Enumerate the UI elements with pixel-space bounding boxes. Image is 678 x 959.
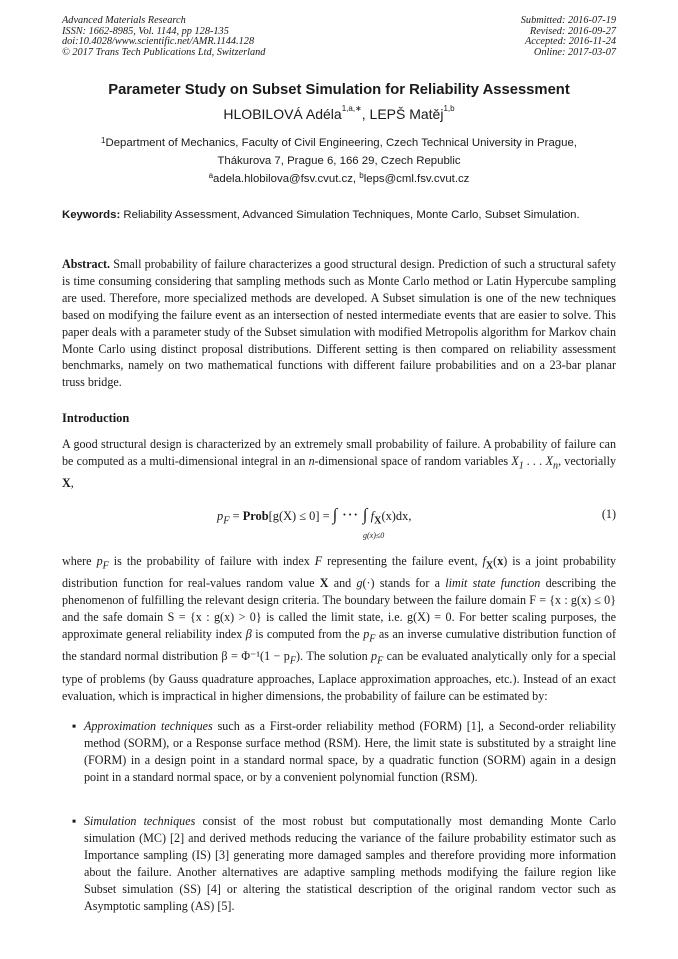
def-text: is the probability of failure with index [108, 554, 315, 568]
def-text: and [328, 576, 357, 591]
failure-domain: F = {x : g(x) ≤ 0} [529, 593, 616, 608]
abstract-label: Abstract. [62, 257, 111, 271]
bullet-text: consist of the most robust but computationally most demanding Monte Carlo simulation (MC) [2] and derived methods reducing the variance of the failure probability estimator such as Importance sampling (IS) [3] generating more damaged samples and therefore providing more information about the failure. Another alternatives are adaptive sampling methods modifying the failure region like Subset simulation (SS) [4] or altering the statistical description of the original random vector such as Asymptotic sampling (AS) [5]. [84, 814, 617, 913]
paper-title: Parameter Study on Subset Simulation for Reliability Assessment [108, 82, 570, 98]
intro-text-4: , [70, 476, 74, 491]
affiliation-line-1: Department of Mechanics, Faculty of Civil Engineering, Czech Technical University in Prague, [105, 137, 577, 149]
journal-name: Advanced Materials Research [62, 15, 186, 26]
email-b-marker: b [359, 171, 364, 180]
def-text: ). The solution [295, 649, 372, 664]
intro-paragraph [62, 436, 616, 492]
eq-p: p [217, 509, 224, 523]
intro-text-2: -dimensional space of random variables [314, 453, 512, 468]
section-heading: Introduction [62, 411, 130, 425]
math-n: n [308, 453, 315, 468]
math-X: X [511, 453, 519, 468]
eq-tail: (x)dx, [381, 509, 412, 523]
keywords [62, 207, 616, 223]
def-text: stands for a [374, 576, 446, 591]
eq-p-sub: F [223, 515, 230, 527]
bullet-heading: Simulation techniques [84, 814, 196, 828]
email-a[interactable]: adela.hlobilova@fsv.cvut.cz, [213, 173, 360, 185]
affiliation-marker: 1 [101, 136, 106, 145]
author-separator: , [361, 106, 370, 122]
submitted-date: Submitted: 2016-07-19 [520, 15, 616, 26]
revised-date: Revised: 2016-09-27 [529, 25, 616, 37]
author-2-affiliation: 1,b [443, 104, 455, 113]
abstract-text: Small probability of failure characterizes a good structural design. Prediction of such a structural safety is time consuming considering that sampling methods such as Monte Carlo method or Latin Hypercube sampling are used. Therefore, more specialized methods are developed. A Subset simulation is one of the new techniques based on modifying the failure event as an intersection of nested intermediate events that are easier to solve. This paper deals with a parameter study of the Subset simulation with modified Metropolis algorithm for Markov chain Monte Carlo using distinct proposal distributions. Different setting is then compared on reliability assessment benchmarks, namely on two mathematical functions with different failure probabilities and on a 23-bar planar truss bridge. [62, 257, 616, 390]
limit-state-function-term: limit state function [445, 576, 541, 591]
def-text: and the safe domain [62, 610, 168, 625]
math-vector-X: X [62, 476, 71, 491]
bullet-icon: ▪ [72, 814, 77, 828]
list-item [72, 718, 617, 786]
eq-integral: ∫ ··· ∫ [332, 505, 368, 524]
bullet-icon: ▪ [72, 719, 77, 733]
def-text: where [62, 554, 97, 568]
math-variables: $X_1$ . . . $X_n$ [511, 453, 559, 472]
beta-definition: β = Φ⁻¹(1 − p [221, 649, 290, 664]
doi[interactable]: doi:10.4028/www.scientific.net/AMR.1144.128 [62, 36, 255, 48]
authors [0, 106, 678, 122]
intro-text-3: , vectorially [558, 453, 616, 468]
safe-domain: S = {x : g(x) > 0} [167, 610, 262, 625]
eq-prob: Prob [242, 509, 269, 523]
keywords-text: Reliability Assessment, Advanced Simulation Techniques, Monte Carlo, Subset Simulation. [120, 209, 580, 221]
equation-number: (1) [601, 507, 616, 521]
affiliation [62, 134, 616, 170]
affiliation-line-2: Thákurova 7, Prague 6, 166 29, Czech Republic [217, 155, 461, 167]
eq-bracket: [g(X) ≤ 0] = [268, 509, 333, 523]
intro-text-1: A good structural design is characterized by an extremely small probability of failure. A probability of failure can be computed as a multi-dimensional integral in an [62, 437, 616, 468]
def-text: is called the limit state, i.e. [261, 610, 408, 625]
bullet-heading: Approximation techniques [84, 719, 213, 733]
eq-equals: = [229, 509, 243, 523]
def-text: is computed from the [251, 627, 364, 642]
journal-header [62, 16, 265, 58]
email-b[interactable]: leps@cml.fsv.cvut.cz [363, 173, 470, 185]
limit-state: g(X) = 0 [407, 610, 452, 625]
eq-f: f [367, 509, 375, 523]
definitions-paragraph: where $p_F$ is the probability of failure with index F representing the failure event, $f_X(x)$ is a joint probability distribution function for real-values random value X and g(·) stands for a limit state function describing the phenomenon of fulfilling the relevant design criteria. The boundary between the failure domain F = {x : g(x) ≤ 0} and the safe domain S = {x : g(x) > 0} is called the limit state, i.e. g(X) = 0. For better scaling purposes, the approximate general reliability index β is computed from the $p_F$ as an inverse cumulative distribution function of the standard normal distribution $\beta = \Phi^{-1}(1 - p_F)$. The solution $p_F$ can be evaluated analytically only for a special type of problems (by Gauss quadrature approaches, Laplace approximation approaches, etc.). Instead of an exact evaluation, which is impractical in higher dimensions, the probability of failure can be estimated by: [62, 554, 617, 703]
abstract [62, 256, 616, 391]
eq-f-sub: X [374, 515, 382, 527]
issn: ISSN: 1662-8985, Vol. 1144, pp 128-135 [62, 25, 229, 37]
author-2: LEPŠ Matěj [369, 106, 444, 122]
equation-1 [62, 505, 616, 543]
def-text: as an inverse cumulative distribution function of the standard normal distribution [62, 627, 616, 664]
author-1-affiliation: 1,a,∗ [341, 104, 362, 113]
emails [0, 173, 678, 185]
keywords-label: Keywords: [62, 209, 121, 221]
copyright: © 2017 Trans Tech Publications Ltd, Switzerland [62, 46, 266, 58]
integral-domain: g(x)≤0 [363, 531, 385, 540]
def-text: can be evaluated analytically only for a special type of problems (by Gauss quadrature approaches, Laplace approximation approaches, etc.). Instead of an exact evaluation, which is impractical in higher dimensions, the probability of failure can be estimated by: [62, 649, 616, 703]
def-text: describing the phenomenon of fulfilling the relevant design criteria. The boundary between the failure domain [62, 576, 616, 608]
equation-body [217, 505, 411, 526]
bullet-text: such as a First-order reliability method (FORM) [1], a Second-order reliability method (SORM), or a Response surface method (RSM). Here, the limit state is substituted by a straight line (FORM) in a design point in a standard normal space, by a quadratic function (SORM) again in a design point in a standard normal space, or by a convenient polynomial function (RSM). [84, 719, 617, 784]
online-date: Online: 2017-03-07 [533, 46, 616, 58]
beta: β [245, 627, 252, 642]
accepted-date: Accepted: 2016-11-24 [524, 36, 616, 48]
def-text: . For better scaling purposes, the approximate general reliability index [62, 610, 617, 642]
author-1: HLOBILOVÁ Adéla [223, 106, 342, 122]
dates-header [521, 16, 616, 58]
math-X: X [545, 453, 554, 468]
list-item [72, 813, 617, 914]
def-text: is a joint probability distribution function for real-values random value [62, 554, 616, 591]
def-text: representing the failure event, [322, 554, 483, 568]
email-a-marker: a [208, 171, 214, 180]
